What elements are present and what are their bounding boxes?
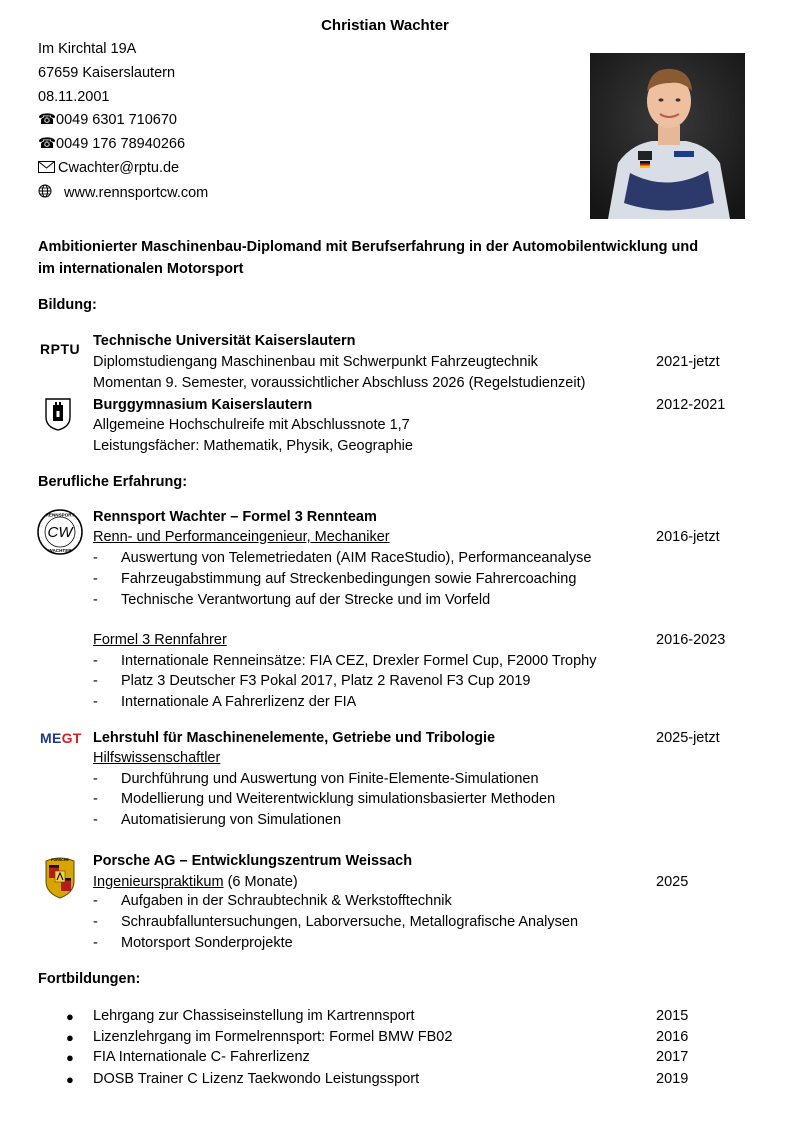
list-item: Durchführung und Auswertung von Finite-Elemente-Simulationen — [121, 771, 539, 787]
list-item: Aufgaben in der Schraubtechnik & Werkstofftechnik — [121, 893, 452, 909]
svg-text:WACHTER: WACHTER — [48, 548, 72, 553]
rennsport-wachter-logo — [36, 508, 84, 560]
list-item: Internationale A Fahrerlizenz der FIA — [121, 694, 357, 710]
experience-role-3: Hilfswissenschaftler — [93, 750, 221, 766]
education-detail-2b: Leistungsfächer: Mathematik, Physik, Geographie — [93, 438, 413, 454]
phone-icon: ☎ — [38, 112, 57, 128]
phone-row-2 — [38, 136, 185, 152]
burggymnasium-crest-icon — [44, 397, 72, 435]
experience-role-4-duration: (6 Monate) — [223, 874, 298, 890]
phone-row-1 — [38, 112, 177, 128]
svg-text:RENNSPORT: RENNSPORT — [45, 512, 75, 518]
bullet-icon: ● — [66, 1030, 74, 1045]
list-item: Lizenzlehrgang im Formelrennsport: Formel BMW FB02 — [93, 1029, 453, 1045]
training-year-4: 2019 — [656, 1071, 689, 1087]
list-item: Lehrgang zur Chassiseinstellung im Kartrennsport — [93, 1008, 415, 1024]
list-item: Platz 3 Deutscher F3 Pokal 2017, Platz 2 Ravenol F3 Cup 2019 — [121, 673, 531, 689]
experience-period-1: 2016-jetzt — [656, 529, 720, 545]
address-city: 67659 Kaiserslautern — [38, 65, 176, 81]
list-item: Internationale Renneinsätze: FIA CEZ, Drexler Formel Cup, F2000 Trophy — [121, 653, 597, 669]
bullet-icon: ● — [66, 1009, 74, 1024]
birthdate: 08.11.2001 — [38, 89, 110, 105]
svg-text:CW: CW — [47, 524, 73, 541]
envelope-icon — [38, 160, 58, 176]
education-detail-2a: Allgemeine Hochschulreife mit Abschlussnote 1,7 — [93, 417, 410, 433]
experience-company-4: Porsche AG – Entwicklungszentrum Weissach — [93, 853, 413, 869]
list-item: DOSB Trainer C Lizenz Taekwondo Leistungssport — [93, 1071, 420, 1087]
education-period-1: 2021-jetzt — [656, 354, 720, 370]
experience-period-2: 2016-2023 — [656, 632, 726, 648]
experience-company-1: Rennsport Wachter – Formel 3 Rennteam — [93, 509, 377, 525]
education-period-2: 2012-2021 — [656, 397, 726, 413]
megt-logo: MEGT — [40, 730, 82, 746]
porsche-crest-icon — [44, 855, 76, 903]
list-item: Modellierung und Weiterentwicklung simulationsbasierter Methoden — [121, 791, 556, 807]
headline-line-1: Ambitionierter Maschinenbau-Diplomand mit Berufserfahrung in der Automobilentwicklung und — [38, 239, 699, 255]
profile-photo — [590, 53, 745, 219]
bullet-icon: ● — [66, 1072, 74, 1087]
website-row — [38, 184, 208, 201]
page-title: Christian Wachter — [321, 17, 449, 34]
training-year-1: 2015 — [656, 1008, 689, 1024]
list-item: FIA Internationale C- Fahrerlizenz — [93, 1049, 310, 1065]
phone-number-2: 0049 176 78940266 — [56, 136, 186, 152]
experience-company-3: Lehrstuhl für Maschinenelemente, Getriebe und Tribologie — [93, 730, 496, 746]
section-title-experience: Berufliche Erfahrung: — [38, 474, 188, 490]
svg-text:PORSCHE: PORSCHE — [51, 858, 69, 862]
phone-icon: ☎ — [38, 136, 57, 152]
experience-role-4: Ingenieurspraktikum — [93, 874, 224, 890]
email-link[interactable]: Cwachter@rptu.de — [58, 160, 180, 176]
rptu-logo: RPTU — [40, 341, 81, 357]
experience-period-3: 2025-jetzt — [656, 730, 720, 746]
experience-role-2: Formel 3 Rennfahrer — [93, 632, 227, 648]
list-item: Automatisierung von Simulationen — [121, 812, 342, 828]
education-detail-1a: Diplomstudiengang Maschinenbau mit Schwerpunkt Fahrzeugtechnik — [93, 354, 538, 370]
experience-role-1: Renn- und Performanceingenieur, Mechaniker — [93, 529, 390, 545]
experience-role-4-row — [93, 874, 298, 890]
education-detail-1b: Momentan 9. Semester, voraussichtlicher Abschluss 2026 (Regelstudienzeit) — [93, 375, 586, 391]
address-street: Im Kirchtal 19A — [38, 41, 137, 57]
section-title-education: Bildung: — [38, 297, 97, 313]
training-year-3: 2017 — [656, 1049, 689, 1065]
list-item: Auswertung von Telemetriedaten (AIM RaceStudio), Performanceanalyse — [121, 550, 592, 566]
list-item: Fahrzeugabstimmung auf Streckenbedingungen sowie Fahrercoaching — [121, 571, 577, 587]
section-title-training: Fortbildungen: — [38, 971, 141, 987]
bullet-icon: ● — [66, 1050, 74, 1065]
list-item: Technische Verantwortung auf der Strecke und im Vorfeld — [121, 592, 491, 608]
training-year-2: 2016 — [656, 1029, 689, 1045]
website-link[interactable]: www.rennsportcw.com — [64, 185, 209, 201]
phone-number-1: 0049 6301 710670 — [56, 112, 177, 128]
headline-line-2: im internationalen Motorsport — [38, 261, 244, 277]
list-item: Schraubfalluntersuchungen, Laborversuche, Metallografische Analysen — [121, 914, 579, 930]
education-institution-2: Burggymnasium Kaiserslautern — [93, 397, 313, 413]
globe-icon — [38, 184, 64, 201]
education-institution-1: Technische Universität Kaiserslautern — [93, 333, 356, 349]
list-item: Motorsport Sonderprojekte — [121, 935, 293, 951]
experience-period-4: 2025 — [656, 874, 689, 890]
email-row — [38, 160, 179, 176]
